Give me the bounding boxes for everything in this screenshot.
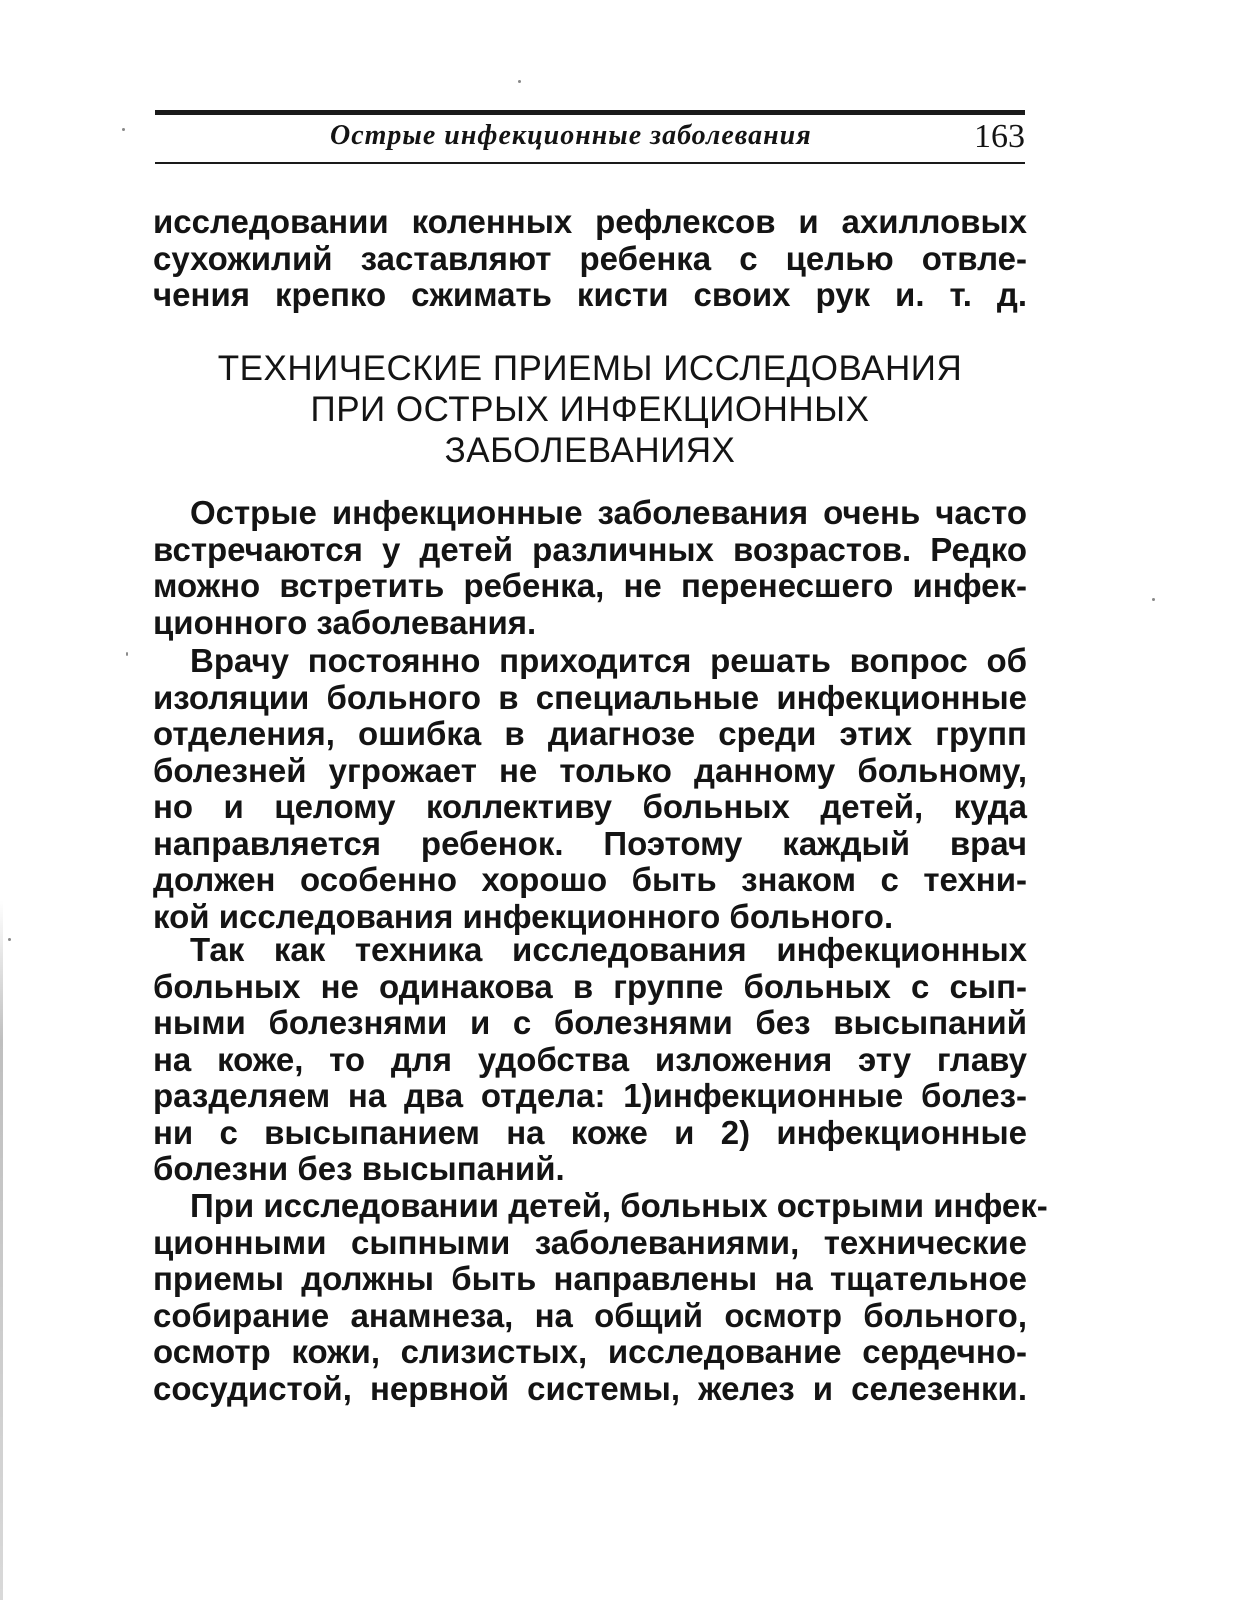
heading-line: ПРИ ОСТРЫХ ИНФЕКЦИОННЫХ: [310, 390, 870, 429]
text-line: направляется ребенок. Поэтому каждый врач: [153, 824, 1027, 862]
text-line: Так как техника исследования инфекционных: [190, 931, 1027, 968]
text-line: приемы должны быть направлены на тщательное: [153, 1260, 1027, 1297]
heading-line: ТЕХНИЧЕСКИЕ ПРИЕМЫ ИССЛЕДОВАНИЯ: [217, 349, 963, 388]
text-line: собирание анамнеза, на общий осмотр больного,: [153, 1296, 1027, 1334]
text-line: болезни без высыпаний.: [153, 1150, 565, 1187]
scan-speck: [1152, 598, 1155, 601]
paragraph-1: [153, 495, 1027, 641]
text-line: сухожилий заставляют ребенка с целью отвле-: [153, 239, 1027, 277]
header-rule-top: [155, 110, 1025, 115]
text-line: ционного заболевания.: [153, 603, 537, 641]
text-line: ни с высыпанием на коже и 2) инфекционные: [153, 1113, 1027, 1151]
text-line: изоляции больного в специальные инфекционные: [153, 678, 1027, 716]
page-number: 163: [974, 118, 1025, 155]
text-line: больных не одинакова в группе больных с сып-: [153, 967, 1027, 1005]
text-line: можно встретить ребенка, не перенесшего инфек-: [153, 567, 1027, 604]
text-line: но и целому коллективу больных детей, куда: [153, 788, 1027, 825]
text-line: При исследовании детей, больных острыми инфек-: [190, 1187, 1048, 1224]
text-line: Врачу постоянно приходится решать вопрос об: [190, 642, 1027, 679]
text-line: ционными сыпными заболеваниями, технические: [153, 1223, 1027, 1261]
intro-paragraph: [153, 204, 1027, 314]
text-line: на коже, то для удобства изложения эту главу: [153, 1040, 1027, 1078]
text-line: кой исследования инфекционного больного.: [153, 897, 894, 935]
text-line: встречаются у детей различных возрастов. Редко: [153, 530, 1027, 568]
text-line: отделения, ошибка в диагнозе среди этих групп: [153, 715, 1027, 752]
scan-speck: [518, 80, 521, 83]
text-line: осмотр кожи, слизистых, исследование сердечно-: [153, 1333, 1027, 1370]
text-line: болезней угрожает не только данному больному,: [153, 751, 1027, 789]
paragraph-3: [153, 932, 1027, 1188]
text-line: исследовании коленных рефлексов и ахилловых: [153, 203, 1027, 240]
text-line: чения крепко сжимать кисти своих рук и. т. д.: [153, 276, 1027, 313]
running-title: Острые инфекционные заболевания: [330, 120, 812, 151]
section-heading: [153, 348, 1027, 471]
scan-speck: [126, 652, 128, 656]
text-line: сосудистой, нервной системы, желез и селезенки.: [153, 1369, 1027, 1407]
paragraph-2: [153, 643, 1027, 935]
paragraph-4: [153, 1187, 1048, 1407]
text-line: Острые инфекционные заболевания очень часто: [190, 494, 1027, 531]
header-rule-bottom: [155, 162, 1025, 164]
text-line: разделяем на два отдела: 1)инфекционные болез-: [153, 1077, 1027, 1114]
scan-speck: [8, 938, 11, 941]
scan-speck: [122, 128, 125, 131]
page-edge-shadow: [0, 900, 3, 1600]
text-line: должен особенно хорошо быть знаком с техни-: [153, 861, 1027, 898]
running-header: [155, 118, 1025, 158]
text-line: ными болезнями и с болезнями без высыпаний: [153, 1004, 1027, 1041]
heading-line: ЗАБОЛЕВАНИЯХ: [444, 431, 736, 470]
